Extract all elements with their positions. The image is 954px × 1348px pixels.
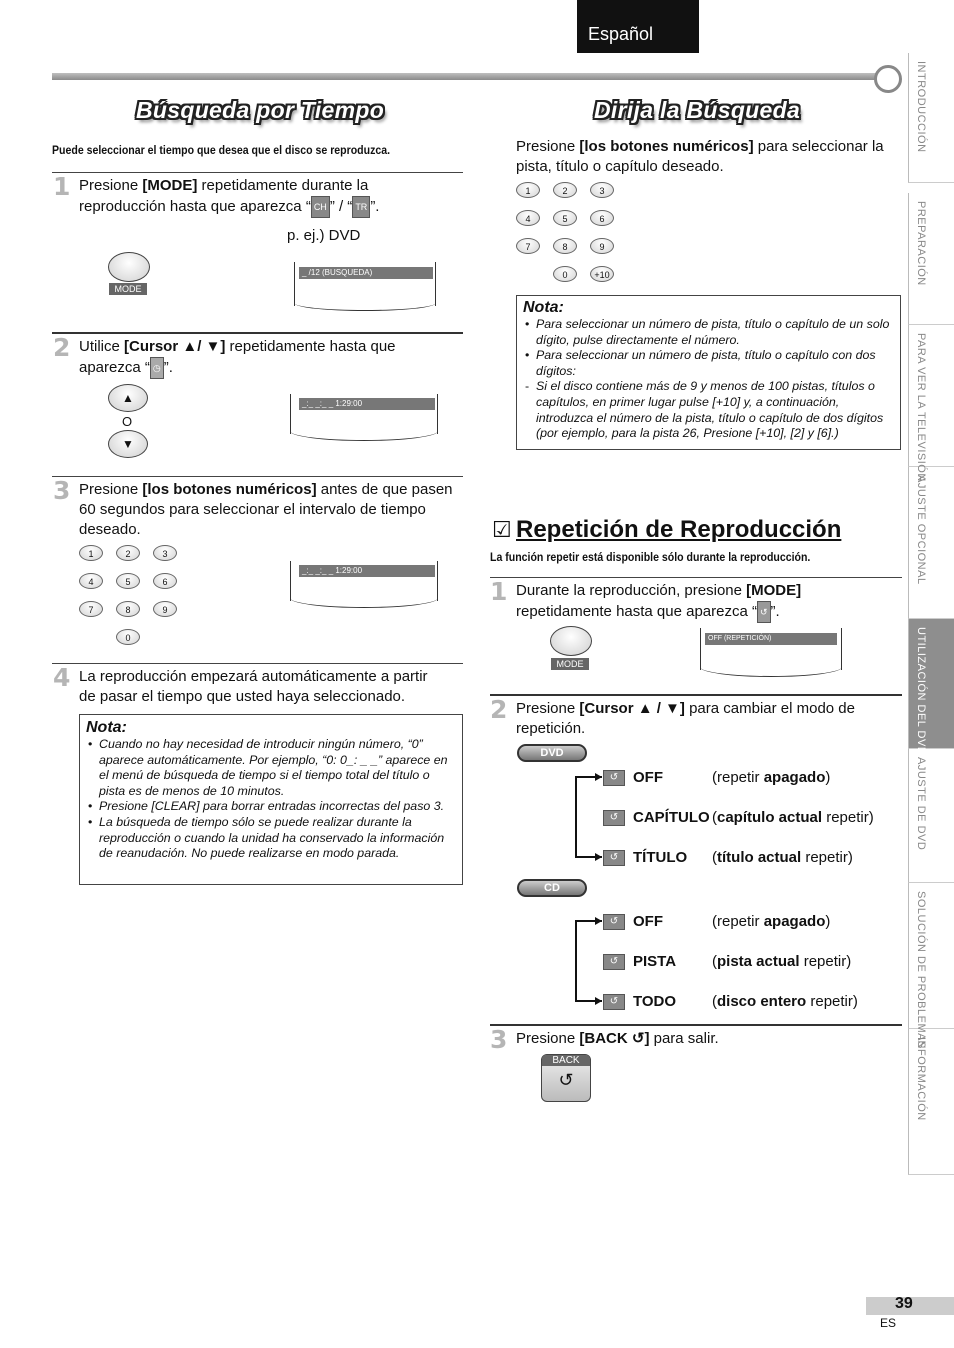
sidebar-tab[interactable] — [908, 883, 954, 1049]
chapter-icon: CH — [311, 196, 330, 218]
step-number: 1 — [490, 577, 508, 606]
back-button[interactable] — [541, 1054, 591, 1102]
sidebar-tab-label: PREPARACIÓN — [915, 201, 927, 286]
note-box — [79, 714, 463, 885]
step1-text: Presione [MODE] repetidamente durante la reproducción hasta que aparezca “ CH ” / “ TR ”. — [79, 176, 469, 218]
step2-text: Utilice [Cursor ▲/ ▼] repetidamente hasta que aparezca “ ◷ ”. — [79, 337, 469, 379]
note-list — [86, 737, 456, 862]
cd-cycle-arrows — [568, 911, 604, 1011]
mode-label: MODE — [109, 283, 147, 295]
number-key[interactable]: 8 — [116, 601, 140, 617]
note-box — [516, 295, 901, 450]
divider — [490, 694, 902, 696]
tv-screen — [294, 262, 436, 306]
mode-button[interactable] — [108, 252, 150, 282]
sidebar-tab[interactable] — [908, 193, 954, 325]
sidebar-tab[interactable] — [908, 53, 954, 183]
note-item: • Cuando no hay necesidad de introducir ningún número, “0” aparece automáticamente. Por ejemplo, “0: 0_: _ _” aparece en el menú de búsqueda de tiempo si el tiempo total del título o pista es de menos de 10 minutos. — [86, 737, 456, 799]
divider — [52, 332, 463, 334]
page-number: 39 — [895, 1295, 913, 1312]
repeat-mode-icon: ↺ — [603, 810, 625, 826]
repeat-mode-name: TODO — [633, 993, 677, 1010]
step3-text: Presione [los botones numéricos] antes de que pasen 60 segundos para seleccionar el intervalo de tiempo deseado. — [79, 481, 453, 538]
repeat-mode-name: TÍTULO — [633, 849, 688, 866]
number-key[interactable]: 9 — [153, 601, 177, 617]
tv-screen — [700, 628, 842, 670]
clock-icon: ◷ — [150, 357, 164, 379]
note-list — [523, 317, 894, 442]
tv-screen — [290, 561, 438, 601]
mode-label: MODE — [551, 658, 589, 670]
osd-bar: OFF (REPETICIÓN) — [705, 633, 837, 645]
step-number: 3 — [490, 1025, 508, 1054]
number-key[interactable]: 8 — [553, 238, 577, 254]
number-key[interactable]: 9 — [590, 238, 614, 254]
osd-bar: _:_ _:_ _ 1:29:00 — [299, 565, 435, 577]
repeat-mode-name: CAPÍTULO — [633, 809, 710, 826]
step4-text: La reproducción empezará automáticamente a partir de pasar el tiempo que usted haya seleccionado. — [79, 668, 428, 705]
section-lead: Puede seleccionar el tiempo que desea que el disco se reproduzca. — [52, 143, 391, 157]
repeat-step2-text: Presione [Cursor ▲ / ▼] para cambiar el modo de repetición. — [516, 700, 855, 737]
back-glyph-icon: ↺ — [631, 1030, 645, 1047]
osd-bar: _:_ _:_ _ 1:29:00 — [299, 398, 435, 410]
sidebar-tab[interactable] — [908, 325, 954, 482]
divider — [52, 172, 463, 173]
note-title: Nota: — [86, 719, 127, 736]
step-number: 2 — [490, 695, 508, 724]
screen-curve — [290, 597, 438, 608]
note-title: Nota: — [523, 299, 564, 316]
number-key[interactable]: 3 — [153, 545, 177, 561]
sidebar-tab-label: PARA VER LA TELEVISIÓN — [915, 333, 927, 482]
back-icon: ↺ — [558, 1070, 574, 1090]
step-number: 2 — [53, 333, 71, 362]
cursor-up-button[interactable]: ▲ — [108, 384, 148, 412]
note-item: • La búsqueda de tiempo sólo se puede realizar durante la reproducción o cuando la unidad ha conservado la información de reanudación. No puede realizarse en modo parada. — [86, 815, 456, 862]
sidebar-tab-label: SOLUCIÓN DE PROBLEMAS — [915, 891, 927, 1049]
section-title-direct-search: Dirija la Búsqueda — [594, 97, 801, 123]
number-key[interactable]: 4 — [516, 210, 540, 226]
sidebar-tab-label: UTILIZACIÓN DEL DVD — [915, 627, 927, 756]
step-number: 4 — [53, 663, 71, 692]
cursor-down-button[interactable]: ▼ — [108, 430, 148, 458]
screen-curve — [294, 302, 436, 311]
number-key[interactable]: 5 — [116, 573, 140, 589]
header-rule-end — [874, 65, 902, 93]
sidebar-tab-label: AJUSTE DE DVD — [915, 757, 927, 851]
number-key[interactable]: 7 — [516, 238, 540, 254]
header-rule — [52, 73, 878, 80]
dvd-badge: DVD — [517, 744, 587, 762]
section-title-time-search: Búsqueda por Tiempo — [136, 97, 385, 123]
repeat-mode-description: (repetir apagado) — [712, 913, 831, 930]
repeat-mode-icon: ↺ — [603, 954, 625, 970]
sidebar-tab-label: AJUSTE OPCIONAL — [915, 475, 927, 585]
number-key[interactable]: 3 — [590, 182, 614, 198]
direct-search-intro: Presione [los botones numéricos] para seleccionar la pista, título o capítulo deseado. — [516, 138, 884, 175]
number-key[interactable]: +10 — [590, 266, 614, 282]
checkbox-icon: ☑ — [492, 517, 512, 542]
repeat-mode-description: (título actual repetir) — [712, 849, 853, 866]
repeat-mode-icon: ↺ — [603, 850, 625, 866]
divider — [52, 663, 463, 664]
number-key[interactable]: 7 — [79, 601, 103, 617]
repeat-mode-description: (capítulo actual repetir) — [712, 809, 874, 826]
repeat-mode-description: (pista actual repetir) — [712, 953, 852, 970]
repeat-step1-text: Durante la reproducción, presione [MODE] repetidamente hasta que aparezca “ ↺ ”. — [516, 581, 901, 623]
example-label: p. ej.) DVD — [287, 227, 361, 244]
sidebar-tab[interactable] — [908, 749, 954, 883]
mode-button[interactable] — [550, 626, 592, 656]
dvd-cycle-arrows — [568, 767, 604, 867]
sidebar-tab[interactable] — [908, 1029, 954, 1175]
repeat-mode-icon: ↺ — [603, 994, 625, 1010]
cd-badge: CD — [517, 879, 587, 897]
number-key[interactable]: 6 — [153, 573, 177, 589]
repeat-mode-description: (repetir apagado) — [712, 769, 831, 786]
number-key[interactable]: 0 — [116, 629, 140, 645]
section-lead: La función repetir está disponible sólo durante la reproducción. — [490, 550, 811, 564]
step-number: 1 — [53, 172, 71, 201]
sidebar-tab-label: INFORMACIÓN — [915, 1037, 927, 1121]
screen-curve — [290, 430, 438, 441]
repeat-mode-name: PISTA — [633, 953, 677, 970]
section-title-repeat: Repetición de Reproducción — [516, 516, 842, 543]
or-label: O — [122, 414, 133, 429]
repeat-mode-icon: ↺ — [603, 770, 625, 786]
number-key[interactable]: 2 — [553, 182, 577, 198]
sidebar-tab-label: INTRODUCCIÓN — [915, 61, 927, 153]
sidebar-tab[interactable] — [908, 619, 954, 756]
osd-bar: _ /12 (BUSQUEDA) — [299, 267, 433, 279]
note-item: • Para seleccionar un número de pista, título o capítulo con dos dígitos: — [523, 348, 894, 379]
back-label: BACK — [542, 1055, 590, 1066]
step-number: 3 — [53, 476, 71, 505]
repeat-mode-name: OFF — [633, 769, 663, 786]
number-key[interactable]: 2 — [116, 545, 140, 561]
note-item: • Para seleccionar un número de pista, título o capítulo de un solo dígito, pulse directamente el número. — [523, 317, 894, 348]
number-key[interactable]: 4 — [79, 573, 103, 589]
page-language: ES — [880, 1316, 897, 1330]
repeat-mode-description: (disco entero repetir) — [712, 993, 858, 1010]
tv-screen — [290, 394, 438, 434]
note-item: • Presione [CLEAR] para borrar entradas incorrectas del paso 3. — [86, 799, 456, 815]
repeat-mode-name: OFF — [633, 913, 663, 930]
sidebar-tab[interactable] — [908, 467, 954, 619]
repeat-mode-icon: ↺ — [603, 914, 625, 930]
repeat-step3-text: Presione [BACK ↺] para salir. — [516, 1030, 719, 1047]
language-tab: Español — [577, 0, 699, 53]
number-key[interactable]: 5 — [553, 210, 577, 226]
repeat-icon: ↺ — [757, 601, 771, 623]
screen-curve — [700, 666, 842, 677]
number-key[interactable]: 1 — [79, 545, 103, 561]
note-item: - Si el disco contiene más de 9 y menos de 100 pistas, títulos o capítulos, en primer lugar pulse [+10] y, a continuación, introduzca el número de la pista, título o capítulo de dos dígitos (por ejemplo, para la pista 26, Presione [+10], [2] y [6].) — [523, 379, 894, 441]
number-key[interactable]: 0 — [553, 266, 577, 282]
divider — [490, 1024, 902, 1026]
track-icon: TR — [352, 196, 370, 218]
number-key[interactable]: 6 — [590, 210, 614, 226]
divider — [52, 476, 463, 477]
number-key[interactable]: 1 — [516, 182, 540, 198]
divider — [490, 577, 902, 578]
